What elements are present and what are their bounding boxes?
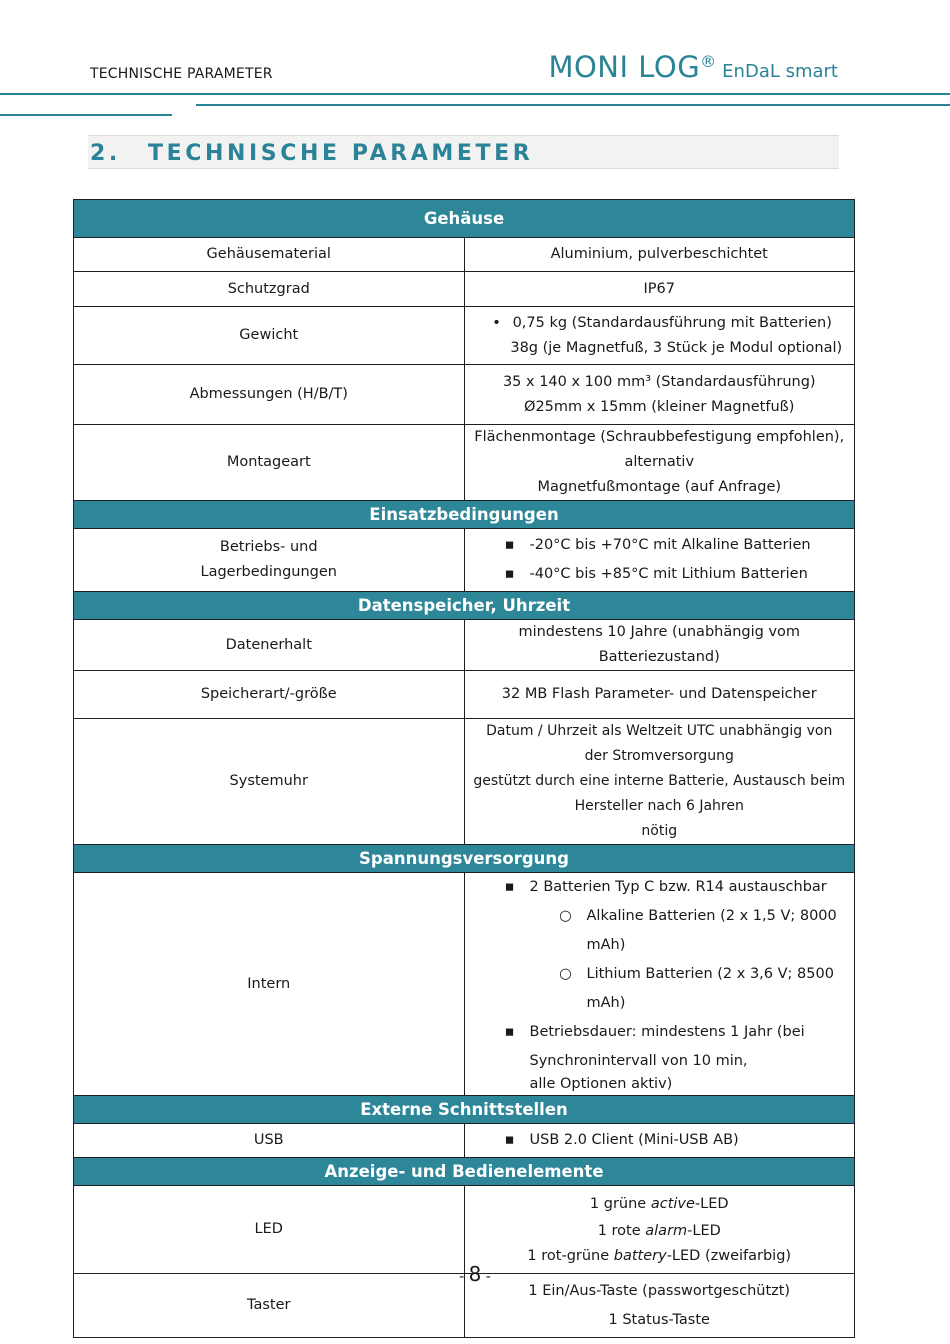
button-line: 1 Ein/Aus-Taste (passwortgeschützt) <box>528 1282 791 1299</box>
led-line: 1 rot-grüne battery-LED (zweifarbig) <box>527 1248 792 1264</box>
dimension-line: Ø25mm x 15mm (kleiner Magnetfuß) <box>524 398 795 415</box>
row-label: Schutzgrad <box>74 272 465 307</box>
category-row-speicher <box>74 592 855 620</box>
square-bullet-icon: ▪ <box>504 1132 515 1148</box>
table-row <box>74 671 855 719</box>
category-row-spannung <box>74 845 855 873</box>
header-rule-bottom <box>0 114 172 116</box>
row-label: USB <box>74 1124 465 1158</box>
row-value: IP67 <box>464 272 855 307</box>
row-value: mindestens 10 Jahre (unabhängig vom Batteriezustand) <box>464 620 855 671</box>
row-value <box>464 529 855 592</box>
row-label: Datenerhalt <box>74 620 465 671</box>
row-value <box>464 719 855 845</box>
row-label: Abmessungen (H/B/T) <box>74 365 465 425</box>
page-number: - 8 - <box>459 1262 491 1286</box>
led-line: 1 rote alarm-LED <box>597 1223 721 1239</box>
header-rule-middle <box>196 104 950 106</box>
mounting-line: Flächenmontage (Schraubbefestigung empfohlen), alternativ <box>474 429 845 470</box>
row-value <box>464 425 855 501</box>
section-heading <box>88 135 839 169</box>
table-row <box>74 719 855 845</box>
mounting-line: Magnetfußmontage (auf Anfrage) <box>537 479 782 495</box>
category-heading: Spannungsversorgung <box>74 845 855 873</box>
row-value <box>464 873 855 1096</box>
table-row <box>74 620 855 671</box>
button-line: 1 Status-Taste <box>608 1311 710 1328</box>
row-value: 32 MB Flash Parameter- und Datenspeicher <box>464 671 855 719</box>
list-item: ▪ Betriebsdauer: mindestens 1 Jahr (bei Synchronintervall von 10 min, <box>473 1018 847 1076</box>
square-bullet-icon: ▪ <box>504 537 515 553</box>
technical-parameters-table <box>73 199 855 1338</box>
table-row <box>74 365 855 425</box>
dimension-line: 35 x 140 x 100 mm³ (Standardausführung) <box>502 373 816 390</box>
list-item: ▪ 2 Batterien Typ C bzw. R14 austauschbar <box>473 873 847 902</box>
category-row-anzeige <box>74 1158 855 1186</box>
table-row <box>74 1124 855 1158</box>
weight-line: 38g (je Magnetfuß, 3 Stück je Modul optional) <box>510 339 843 356</box>
row-value: Aluminium, pulverbeschichtet <box>464 238 855 272</box>
table-row <box>74 307 855 365</box>
label-line: Lagerbedingungen <box>200 564 337 580</box>
row-label: Gewicht <box>74 307 465 365</box>
table-row <box>74 238 855 272</box>
square-bullet-icon: ▪ <box>504 879 515 895</box>
row-value <box>464 365 855 425</box>
row-label <box>74 529 465 592</box>
clock-line: gestützt durch eine interne Batterie, Austausch beim Hersteller nach 6 Jahren <box>473 773 846 814</box>
section-title: TECHNISCHE PARAMETER <box>148 141 534 166</box>
circle-bullet-icon: ○ <box>559 908 572 924</box>
running-header-title: TECHNISCHE PARAMETER <box>90 66 273 82</box>
category-heading: Anzeige- und Bedienelemente <box>74 1158 855 1186</box>
table-row <box>74 873 855 1096</box>
row-label: Speicherart/-größe <box>74 671 465 719</box>
list-item: ▪ -20°C bis +70°C mit Alkaline Batterien <box>473 531 847 560</box>
header-rule-top <box>0 93 950 95</box>
row-label: LED <box>74 1186 465 1274</box>
row-value <box>464 307 855 365</box>
square-bullet-icon: ▪ <box>504 1024 515 1040</box>
brand-logo <box>548 50 838 84</box>
square-bullet-icon: ▪ <box>504 566 515 582</box>
category-heading: Gehäuse <box>74 200 855 238</box>
row-label: Taster <box>74 1274 465 1338</box>
category-row-einsatz <box>74 501 855 529</box>
clock-line: Datum / Uhrzeit als Weltzeit UTC unabhängig von der Stromversorgung <box>486 723 833 764</box>
brand-product: EnDaL smart <box>722 61 838 82</box>
clock-line: nötig <box>641 823 678 839</box>
table-row <box>74 529 855 592</box>
brand-name: MONI LOG <box>548 50 701 84</box>
registered-mark: ® <box>700 52 717 71</box>
row-value <box>464 1124 855 1158</box>
bullet-dot: • <box>492 314 501 331</box>
table-row <box>74 272 855 307</box>
table-row <box>74 425 855 501</box>
list-item: ▪ -40°C bis +85°C mit Lithium Batterien <box>473 560 847 589</box>
list-item-continuation: alle Optionen aktiv) <box>529 1076 673 1092</box>
category-row-schnittstellen <box>74 1096 855 1124</box>
category-heading: Datenspeicher, Uhrzeit <box>74 592 855 620</box>
row-label: Montageart <box>74 425 465 501</box>
led-line: 1 grüne active-LED <box>589 1196 729 1212</box>
row-label: Gehäusematerial <box>74 238 465 272</box>
row-value <box>464 1186 855 1274</box>
row-label: Intern <box>74 873 465 1096</box>
category-heading: Einsatzbedingungen <box>74 501 855 529</box>
label-line: Betriebs- und <box>219 539 318 555</box>
section-number: 2. <box>90 141 121 166</box>
category-heading: Externe Schnittstellen <box>74 1096 855 1124</box>
list-item: ▪ USB 2.0 Client (Mini-USB AB) <box>473 1126 847 1155</box>
row-label: Systemuhr <box>74 719 465 845</box>
category-row-gehaeuse <box>74 200 855 238</box>
list-subitem: ○ Alkaline Batterien (2 x 1,5 V; 8000 mAh) <box>473 902 847 960</box>
table-row <box>74 1186 855 1274</box>
circle-bullet-icon: ○ <box>559 966 572 982</box>
weight-line: 0,75 kg (Standardausführung mit Batterien) <box>512 314 832 331</box>
list-subitem: ○ Lithium Batterien (2 x 3,6 V; 8500 mAh) <box>473 960 847 1018</box>
